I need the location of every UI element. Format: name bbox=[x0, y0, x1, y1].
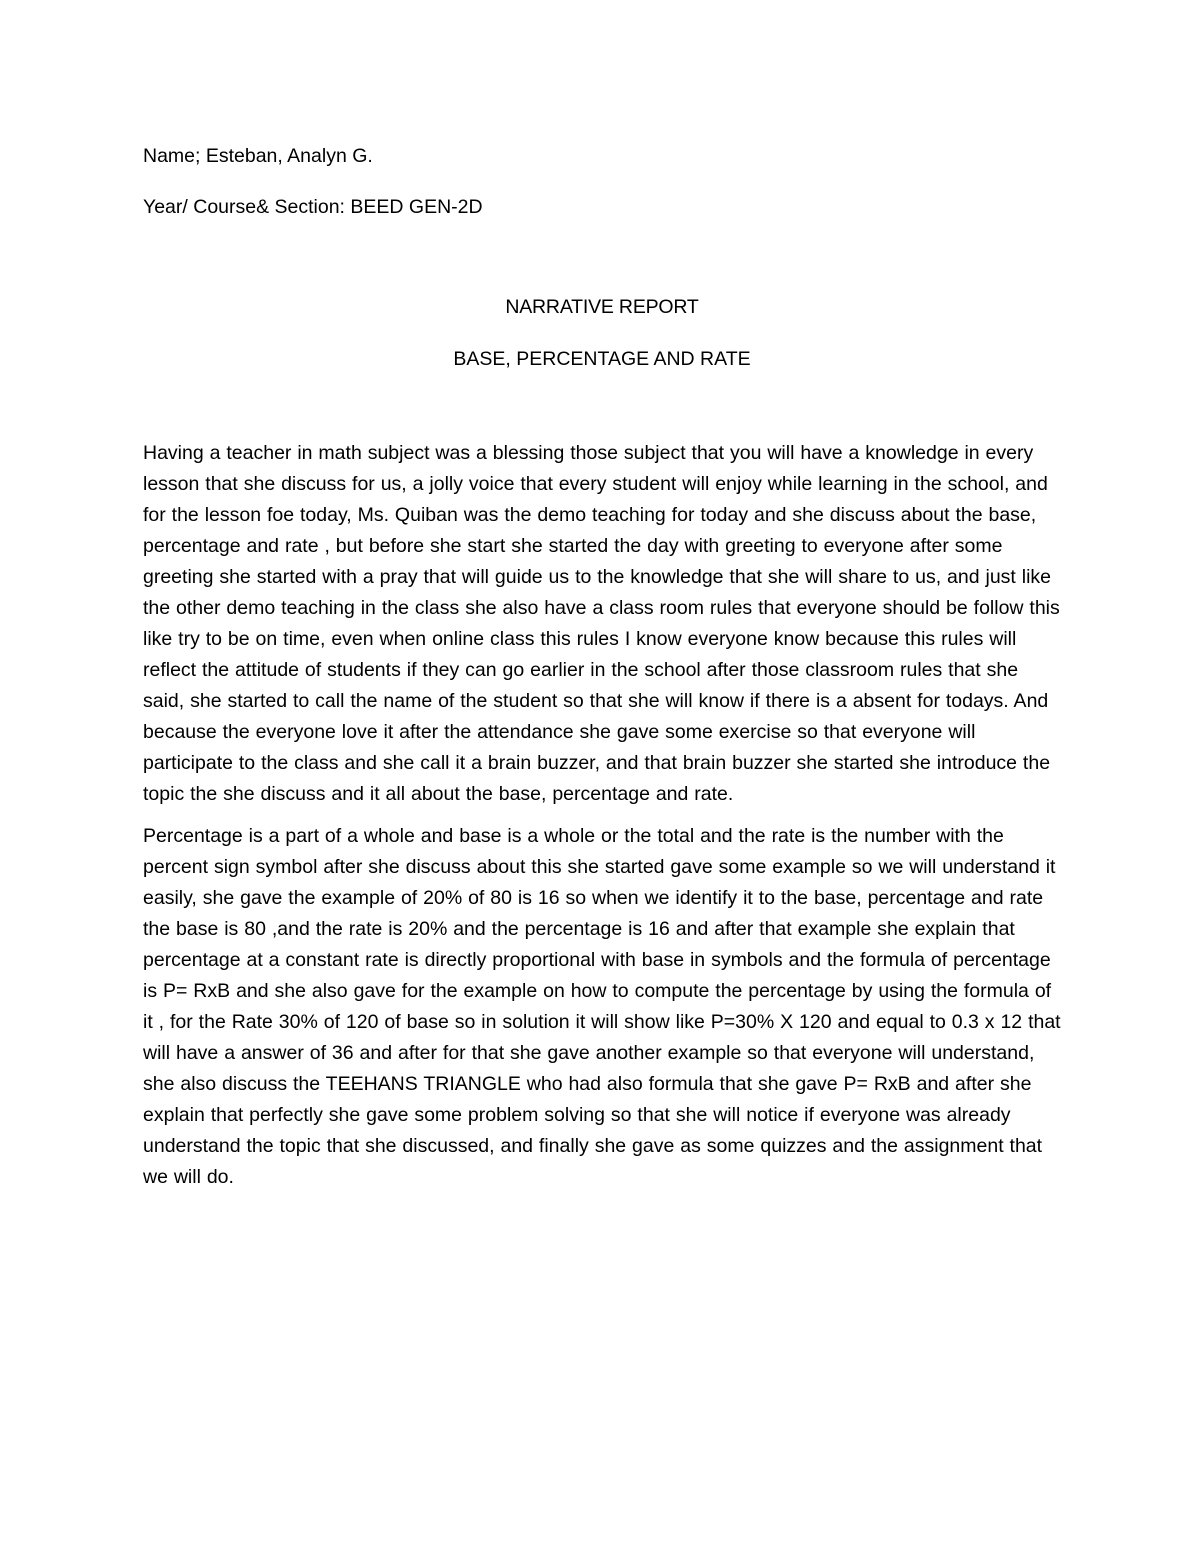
paragraph-1: Having a teacher in math subject was a blessing those subject that you will have a knowledge in every lesson that she discuss for us, a jolly voice that every student will enjoy while learning in the school, and for the lesson foe today, Ms. Quiban was the demo teaching for today and she discuss about the base, percentage and rate , but before she start she started the day with greeting to everyone after some greeting she started with a pray that will guide us to the knowledge that she will share to us, and just like the other demo teaching in the class she also have a class room rules that everyone should be follow this like try to be on time, even when online class this rules I know everyone know because this rules will reflect the attitude of students if they can go earlier in the school after those classroom rules that she said, she started to call the name of the student so that she will know if there is a absent for todays. And because the everyone love it after the attendance she gave some exercise so that everyone will participate to the class and she call it a brain buzzer, and that brain buzzer she started she introduce the topic the she discuss and it all about the base, percentage and rate. bbox=[143, 442, 1060, 805]
paragraph-2: Percentage is a part of a whole and base is a whole or the total and the rate is the number with the percent sign symbol after she discuss about this she started gave some example so we will understand it easily, she gave the example of 20% of 80 is 16 so when we identify it to the base, percentage and rate the base is 80 ,and the rate is 20% and the percentage is 16 and after that example she explain that percentage at a constant rate is directly proportional with base in symbols and the formula of percentage is P= RxB and she also gave for the example on how to compute the percentage by using the formula of it , for the Rate 30% of 120 of base so in solution it will show like P=30% X 120 and equal to 0.3 x 12 that will have a answer of 36 and after for that she gave another example so that everyone will understand, she also discuss the TEEHANS TRIANGLE who had also formula that she gave P= RxB and after she explain that perfectly she gave some problem solving so that she will notice if everyone was already understand the topic that she discussed, and finally she gave as some quizzes and the assignment that we will do. bbox=[143, 825, 1061, 1188]
student-name-line: Name; Esteban, Analyn G. bbox=[143, 145, 373, 167]
document-title: NARRATIVE REPORT bbox=[505, 296, 699, 318]
title-block bbox=[143, 294, 1061, 372]
report-body bbox=[143, 438, 1061, 1193]
document-content bbox=[143, 143, 1061, 1204]
course-section-line: Year/ Course& Section: BEED GEN-2D bbox=[143, 196, 483, 218]
document-subtitle: BASE, PERCENTAGE AND RATE bbox=[453, 348, 751, 370]
